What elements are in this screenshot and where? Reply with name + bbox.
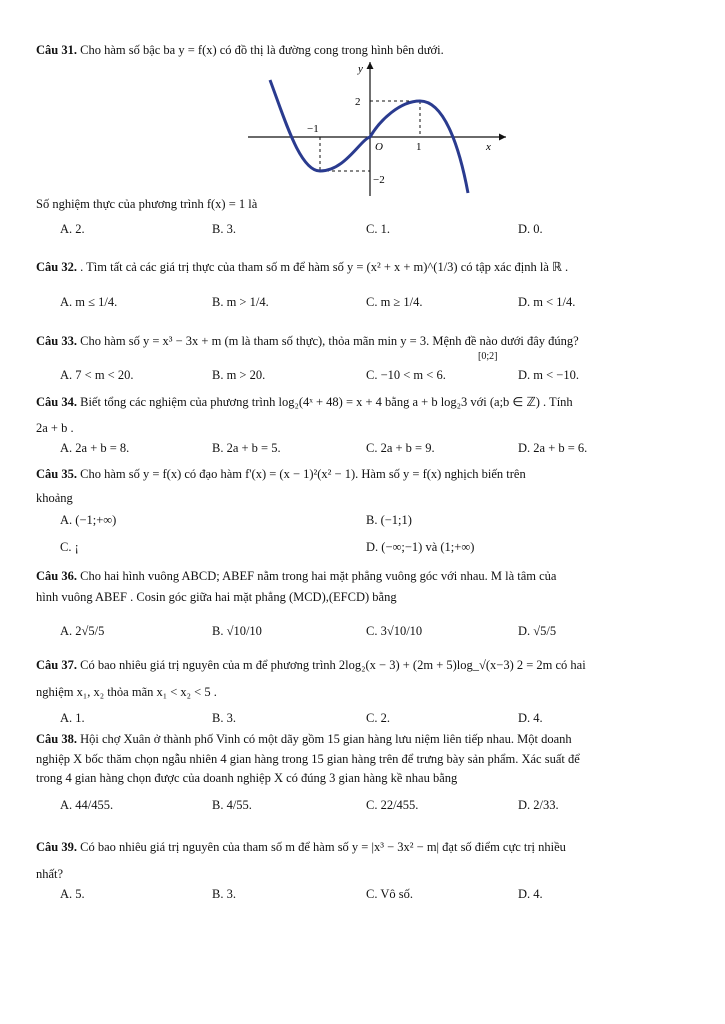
q37-text: Có bao nhiêu giá trị nguyên của m để phương trình 2log₂(x − 3) + (2m + 5)log_√(x−3) 2 = 2m có hai: [80, 658, 586, 672]
q37-option-a[interactable]: A. 1.: [60, 711, 85, 725]
q39-option-b[interactable]: B. 3.: [212, 887, 236, 901]
q36-stem-2: hình vuông ABEF . Cosin góc giữa hai mặt phẳng (MCD),(EFCD) bằng: [36, 590, 397, 604]
q39-option-d[interactable]: D. 4.: [518, 887, 543, 901]
q39-option-c[interactable]: C. Vô số.: [366, 887, 414, 901]
q38-option-d[interactable]: D. 2/33.: [518, 798, 559, 812]
q37-option-d[interactable]: D. 4.: [518, 711, 543, 725]
q33-option-c[interactable]: C. −10 < m < 6.: [366, 368, 446, 382]
q32-number: Câu 32.: [36, 260, 77, 274]
q34-option-c[interactable]: C. 2a + b = 9.: [366, 441, 435, 455]
graph-tick-minus1: −1: [307, 123, 319, 135]
q35-text: Cho hàm số y = f(x) có đạo hàm f'(x) = (x − 1)²(x² − 1). Hàm số y = f(x) nghịch biến trên: [80, 467, 526, 481]
q38-number: Câu 38.: [36, 732, 77, 746]
q39-number: Câu 39.: [36, 840, 77, 854]
q38-stem-3: trong 4 gian hàng chọn được của doanh nghiệp X có đúng 3 gian hàng kề nhau bằng: [36, 771, 458, 785]
q31-option-a[interactable]: A. 2.: [60, 222, 85, 236]
q34-option-b[interactable]: B. 2a + b = 5.: [212, 441, 281, 455]
graph-x-label: x: [486, 141, 491, 153]
q36-option-b[interactable]: B. √10/10: [212, 624, 262, 638]
q34-options: [60, 441, 700, 463]
q38-stem-2: nghiệp X bốc thăm chọn ngẫu nhiên 4 gian hàng trong 15 gian hàng trên để trưng bày sản phẩm. Xác suất để: [36, 752, 580, 766]
q36-option-d[interactable]: D. √5/5: [518, 624, 557, 638]
q31-text: Cho hàm số bậc ba y = f(x) có đồ thị là đường cong trong hình bên dưới.: [80, 43, 444, 57]
q32-option-c[interactable]: C. m ≥ 1/4.: [366, 295, 423, 309]
q35-number: Câu 35.: [36, 467, 77, 481]
q37-option-c[interactable]: C. 2.: [366, 711, 390, 725]
q36-stem: [36, 568, 696, 585]
q34-option-a[interactable]: A. 2a + b = 8.: [60, 441, 130, 455]
q36-text: Cho hai hình vuông ABCD; ABEF nằm trong hai mặt phẳng vuông góc với nhau. M là tâm của: [80, 569, 557, 583]
q32-option-a[interactable]: A. m ≤ 1/4.: [60, 295, 118, 309]
q39-stem: [36, 839, 696, 856]
q35-stem-2: khoảng: [36, 491, 73, 505]
q36-option-a[interactable]: A. 2√5/5: [60, 624, 105, 638]
q31-number: Câu 31.: [36, 43, 77, 57]
graph-tick-minus2: −2: [373, 174, 385, 186]
q35-option-c[interactable]: C. ¡: [60, 540, 79, 554]
q31-option-d[interactable]: D. 0.: [518, 222, 543, 236]
q39-stem-2: nhất?: [36, 867, 64, 881]
q37-stem-2: nghiệm x₁, x₂ thỏa mãn x₁ < x₂ < 5 .: [36, 685, 217, 699]
q35-option-a[interactable]: A. (−1;+∞): [60, 513, 117, 527]
q32-text: . Tìm tất cả các giá trị thực của tham số m để hàm số y = (x² + x + m)^(1/3) có tập xác định là ℝ .: [80, 260, 569, 274]
q35-option-d[interactable]: D. (−∞;−1) và (1;+∞): [366, 540, 475, 554]
q35-options-row2: [60, 540, 700, 562]
q34-stem-2: 2a + b .: [36, 421, 74, 435]
q31-options: [60, 222, 700, 244]
q34-number: Câu 34.: [36, 395, 77, 409]
q38-option-c[interactable]: C. 22/455.: [366, 798, 419, 812]
q37-option-b[interactable]: B. 3.: [212, 711, 236, 725]
q33-text: Cho hàm số y = x³ − 3x + m (m là tham số thực), thỏa mãn min y = 3. Mệnh đề nào dưới đây đúng?: [80, 334, 579, 348]
q33-stem: [36, 333, 696, 350]
q34-text: Biết tổng các nghiệm của phương trình log₂(4ˣ + 48) = x + 4 bằng a + b log₂3 với (a;b ∈ ℤ) . Tính: [80, 395, 573, 409]
q32-stem: [36, 259, 696, 276]
graph-tick-2: 2: [355, 96, 361, 108]
graph-tick-1: 1: [416, 141, 422, 153]
q32-options: [60, 295, 700, 317]
q39-options: [60, 887, 700, 909]
q38-options: [60, 798, 700, 820]
q39-option-a[interactable]: A. 5.: [60, 887, 85, 901]
q37-number: Câu 37.: [36, 658, 77, 672]
q33-options: [60, 368, 700, 390]
graph-y-label: y: [358, 63, 363, 75]
q34-stem: [36, 394, 696, 411]
q38-option-a[interactable]: A. 44/455.: [60, 798, 114, 812]
q33-number: Câu 33.: [36, 334, 77, 348]
q38-stem: [36, 731, 696, 748]
q37-stem: [36, 657, 696, 674]
q31-stem: [36, 42, 696, 59]
q36-options: [60, 624, 700, 646]
q38-option-b[interactable]: B. 4/55.: [212, 798, 252, 812]
q36-number: Câu 36.: [36, 569, 77, 583]
q31-sub: Số nghiệm thực của phương trình f(x) = 1 là: [36, 197, 258, 211]
q32-option-d[interactable]: D. m < 1/4.: [518, 295, 576, 309]
q35-option-b[interactable]: B. (−1;1): [366, 513, 412, 527]
q33-option-b[interactable]: B. m > 20.: [212, 368, 266, 382]
q31-graph: [240, 58, 512, 198]
q33-option-a[interactable]: A. 7 < m < 20.: [60, 368, 134, 382]
q37-options: [60, 711, 700, 733]
q33-min-subscript: [0;2]: [478, 351, 498, 362]
q33-option-d[interactable]: D. m < −10.: [518, 368, 579, 382]
q32-option-b[interactable]: B. m > 1/4.: [212, 295, 269, 309]
q36-option-c[interactable]: C. 3√10/10: [366, 624, 423, 638]
q35-stem: [36, 466, 696, 483]
q31-option-c[interactable]: C. 1.: [366, 222, 390, 236]
q34-option-d[interactable]: D. 2a + b = 6.: [518, 441, 588, 455]
q39-text: Có bao nhiêu giá trị nguyên của tham số m để hàm số y = |x³ − 3x² − m| đạt số điểm cực trị nhiều: [80, 840, 566, 854]
graph-origin-label: O: [375, 141, 383, 153]
q38-text: Hội chợ Xuân ở thành phố Vinh có một dãy gồm 15 gian hàng lưu niệm liên tiếp nhau. Một doanh: [80, 732, 572, 746]
q35-options-row1: [60, 513, 700, 535]
q31-option-b[interactable]: B. 3.: [212, 222, 236, 236]
